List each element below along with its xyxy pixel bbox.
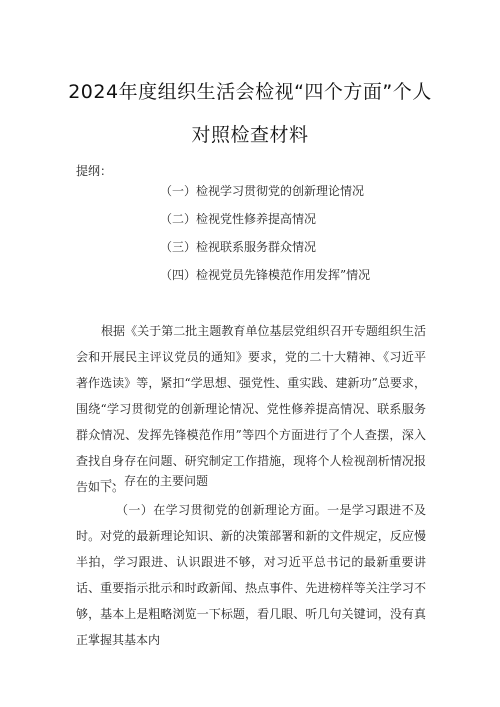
outline-item-2: （二）检视党性修养提高情况: [160, 212, 317, 226]
outline-item-1: （一）检视学习贯彻党的创新理论情况: [160, 184, 365, 198]
section-paragraph: （一）在学习贯彻党的创新理论方面。一是学习跟进不及时。对党的最新理论知识、新的决策部署和新的文件规定，反应慢半拍，学习跟进、认识跟进不够，对习近平总书记的最新重要讲话、重要指示批示和时政新闻、热点事件、先进榜样等关注学习不够，基本上是粗略浏览一下标题，看几眼、听几句关键词，没有真正掌握其基本内: [76, 503, 426, 647]
document-title-line-1: 2024年度组织生活会检视“四个方面”个人: [68, 81, 432, 103]
outline-item-4: （四）检视党员先锋模范作用发挥”情况: [160, 268, 371, 282]
section-heading: 一、存在的主要问题: [100, 474, 209, 488]
document-title-line-2: 对照检查材料: [191, 124, 309, 146]
outline-label: 提纲：: [76, 164, 113, 178]
outline-list: [160, 184, 370, 296]
outline-item-3: （三）检视联系服务群众情况: [160, 240, 317, 254]
intro-paragraph: 根据《关于第二批主题教育单位基层党组织召开专题组织生活会和开展民主评议党员的通知》要求，党的二十大精神、《习近平著作选读》等，紧扣“学思想、强党性、重实践、建新功”总要求，围绕“学习贯彻党的创新理论情况、党性修养提高情况、联系服务群众情况、发挥先锋模范作用”等四个方面进行了个人查摆，深入查找自身存在问题、研究制定工作措施，现将个人检视剖析情况报告如下。: [76, 324, 426, 494]
